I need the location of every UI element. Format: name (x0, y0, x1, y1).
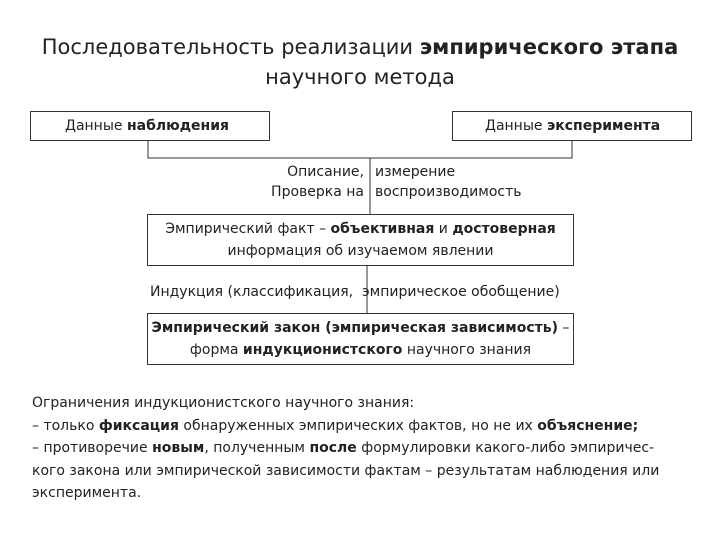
limits-l1-c: обнаруженных эмпирических фактов, но не их (178, 417, 538, 434)
law-part5: научного знания (402, 342, 532, 358)
observation-label-bold: наблюдения (126, 118, 229, 134)
limits-l1-d: объяснение; (537, 417, 639, 434)
limits-line4: эксперимента. (32, 485, 142, 501)
processing-right-line1: измерение (375, 164, 456, 180)
law-part1: Эмпирический закон (эмпирическая зависимость) (151, 320, 558, 336)
limits-l1-b: фиксация (98, 417, 179, 434)
fact-line2: информация об изучаемом явлении (227, 243, 494, 259)
experiment-label-normal: Данные (485, 118, 547, 134)
limits-l2-e: формулировки какого-либо эмпиричес- (356, 440, 655, 456)
induction-right: эмпирическое обобщение) (362, 284, 560, 300)
processing-left-line2: Проверка на (271, 184, 364, 200)
limitations-text (32, 392, 692, 505)
processing-right-line2: воспроизводимость (375, 184, 522, 200)
limits-line2 (32, 437, 692, 460)
title-part1: Последовательность реализации (41, 35, 420, 59)
limits-l2-d: после (309, 440, 357, 456)
processing-right-text (375, 162, 575, 202)
limits-l2-c: , полученным (204, 440, 310, 456)
fact-part2: объективная (330, 221, 435, 237)
limits-l2-a: – противоречие (32, 440, 153, 456)
limits-l2-b: новым (152, 440, 205, 456)
observation-label-normal: Данные (65, 118, 127, 134)
empirical-fact-box (147, 214, 574, 266)
law-part2: – (557, 320, 570, 336)
title-part2: эмпирического этапа (419, 35, 679, 59)
experiment-label-bold: эксперимента (546, 118, 661, 134)
induction-left: Индукция (классификация, (150, 284, 354, 300)
source-bracket-line (148, 141, 572, 158)
limits-heading: Ограничения индукционистского научного знания: (32, 395, 415, 411)
empirical-law-box (147, 313, 574, 365)
limits-line3: кого закона или эмпирической зависимости фактам – результатам наблюдения или (32, 462, 660, 479)
induction-text (150, 282, 590, 302)
experiment-data-box (452, 111, 692, 141)
limits-line1 (32, 415, 692, 438)
fact-part3: и (434, 221, 453, 237)
law-part3: форма (189, 342, 243, 358)
title-line2: научного метода (265, 65, 455, 89)
processing-left-text (240, 162, 364, 202)
fact-part4: достоверная (452, 221, 556, 237)
limits-l1-a: – только (32, 417, 99, 434)
page-title (40, 32, 680, 92)
fact-part1: Эмпирический факт – (165, 221, 331, 237)
observation-data-box (30, 111, 270, 141)
law-part4: индукционистского (242, 342, 403, 358)
processing-left-line1: Описание, (287, 164, 364, 180)
